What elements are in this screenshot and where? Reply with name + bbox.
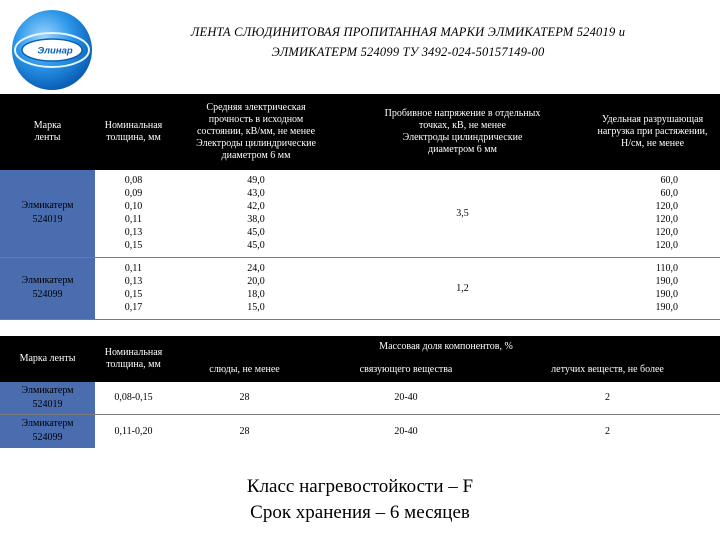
- volatile-cell: 2: [495, 382, 720, 414]
- thickness-cell: 0,08-0,15: [95, 382, 172, 414]
- header-load: Удельная разрушающая нагрузка при растяжении, Н/см, не менее: [585, 94, 720, 170]
- header-mica: слюды, не менее: [172, 358, 317, 382]
- table-row: [0, 170, 720, 257]
- table-row: [0, 257, 720, 319]
- composition-table: [0, 336, 720, 448]
- company-logo: [10, 8, 94, 92]
- table-row: [0, 414, 720, 448]
- title-line-1: ЛЕНТА СЛЮДИНИТОВАЯ ПРОПИТАННАЯ МАРКИ ЭЛМИКАТЕРМ 524019 и: [190, 25, 626, 39]
- logo-text: Элинар: [37, 45, 73, 57]
- strength-cell: 49,0 43,0 42,0 38,0 45,0 45,0: [172, 170, 340, 257]
- thickness-cell: 0,08 0,09 0,10 0,11 0,13 0,15: [95, 170, 172, 257]
- header-binder: связующего вещества: [317, 358, 495, 382]
- properties-table: [0, 94, 720, 320]
- shelf-life-note: Срок хранения – 6 месяцев: [250, 502, 470, 523]
- properties-header-row: [0, 94, 720, 170]
- header-brand: Марка ленты: [0, 336, 95, 382]
- load-cell: 110,0 190,0 190,0 190,0: [585, 257, 720, 319]
- header-breakdown: Пробивное напряжение в отдельных точках, кВ, не менее Электроды цилиндрические диаметром 6 мм: [340, 94, 585, 170]
- header-mass-fraction: Массовая доля компонентов, %: [172, 336, 720, 358]
- brand-cell: Элмикатерм 524099: [0, 257, 95, 319]
- breakdown-cell: 3,5: [340, 170, 585, 257]
- binder-cell: 20-40: [317, 414, 495, 448]
- composition-header-row: [0, 336, 720, 358]
- header-strength: Средняя электрическая прочность в исходном состоянии, кВ/мм, не менее Электроды цилиндрические диаметром 6 мм: [172, 94, 340, 170]
- strength-cell: 24,0 20,0 18,0 15,0: [172, 257, 340, 319]
- brand-cell: Элмикатерм 524019: [0, 382, 95, 414]
- heat-class-note: Класс нагревостойкости – F: [246, 476, 474, 497]
- header-thickness: Номинальная толщина, мм: [95, 336, 172, 382]
- header-thickness: Номинальная толщина, мм: [95, 94, 172, 170]
- header-volatile: летучих веществ, не более: [495, 358, 720, 382]
- thickness-cell: 0,11-0,20: [95, 414, 172, 448]
- brand-cell: Элмикатерм 524099: [0, 414, 95, 448]
- document-title: [108, 22, 708, 62]
- mica-cell: 28: [172, 414, 317, 448]
- binder-cell: 20-40: [317, 382, 495, 414]
- header-brand: Марка ленты: [0, 94, 95, 170]
- thickness-cell: 0,11 0,13 0,15 0,17: [95, 257, 172, 319]
- table-row: [0, 382, 720, 414]
- brand-cell: Элмикатерм 524019: [0, 170, 95, 257]
- title-line-2: ЭЛМИКАТЕРМ 524099 ТУ 3492-024-50157149-00: [271, 45, 545, 59]
- mica-cell: 28: [172, 382, 317, 414]
- load-cell: 60,0 60,0 120,0 120,0 120,0 120,0: [585, 170, 720, 257]
- volatile-cell: 2: [495, 414, 720, 448]
- breakdown-cell: 1,2: [340, 257, 585, 319]
